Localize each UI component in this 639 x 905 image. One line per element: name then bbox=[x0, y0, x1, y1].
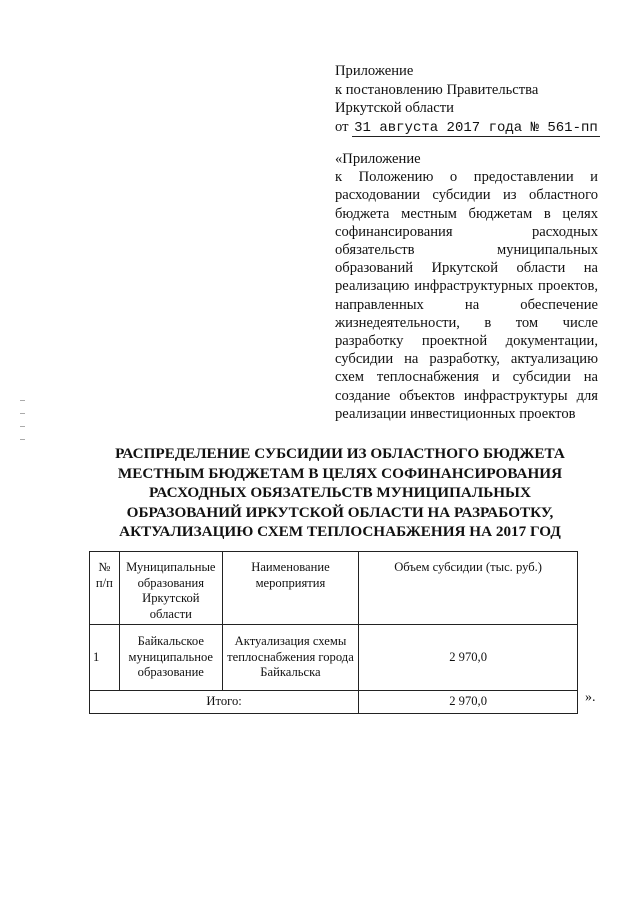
total-label: Итого: bbox=[90, 691, 359, 714]
closing-quote-mark: ». bbox=[585, 690, 596, 705]
cell-num: 1 bbox=[90, 625, 120, 691]
approval-line-1: Приложение bbox=[335, 63, 414, 79]
cell-amount: 2 970,0 bbox=[359, 625, 578, 691]
heading-line-5: АКТУАЛИЗАЦИЮ СХЕМ ТЕПЛОСНАБЖЕНИЯ НА 2017 ГОД bbox=[119, 523, 561, 540]
margin-mark bbox=[20, 400, 25, 401]
table-total-row bbox=[90, 691, 578, 714]
cell-event: Актуализация схемы теплоснабжения города Байкальска bbox=[222, 625, 358, 691]
approval-line-2: к постановлению Правительства bbox=[335, 81, 539, 98]
appendix-title: «Приложение bbox=[335, 151, 421, 167]
header-num-a: № bbox=[98, 560, 111, 574]
margin-mark bbox=[20, 413, 25, 414]
heading-line-3: РАСХОДНЫХ ОБЯЗАТЕЛЬСТВ МУНИЦИПАЛЬНЫХ bbox=[149, 484, 531, 501]
appendix-block bbox=[335, 150, 598, 423]
heading-line-2: МЕСТНЫМ БЮДЖЕТАМ В ЦЕЛЯХ СОФИНАНСИРОВАНИЯ bbox=[117, 464, 563, 482]
header-num bbox=[90, 552, 120, 625]
margin-mark bbox=[20, 426, 25, 427]
table-header-row bbox=[90, 552, 578, 625]
approval-line-3: Иркутской области bbox=[335, 100, 454, 116]
cell-municipality: Байкальское муниципальное образование bbox=[119, 625, 222, 691]
header-num-b: п/п bbox=[95, 575, 113, 590]
header-event: Наименование мероприятия bbox=[222, 552, 358, 625]
header-municipality: Муниципальные образования Иркутской области bbox=[119, 552, 222, 625]
header-amount: Объем субсидии (тыс. руб.) bbox=[359, 552, 578, 625]
appendix-body: к Положению о предоставлении и расходовании субсидии из областного бюджета местным бюджетам в целях софинансирования расходных обязательств муниципальных образований Иркутской области на реализацию инфраструктурных проектов, направленных на обеспечение жизнедеятельности, в том числе разработку проектной документации, субсидии на разработку, актуализацию схем теплоснабжения и субсидии на создание объектов инфраструктуры для реализации инвестиционных проектов bbox=[335, 169, 598, 422]
date-typed: 31 августа 2017 года № 561-пп bbox=[354, 119, 598, 136]
heading-line-4: ОБРАЗОВАНИЙ ИРКУТСКОЙ ОБЛАСТИ НА РАЗРАБОТКУ, bbox=[126, 503, 554, 521]
date-prefix: от bbox=[335, 118, 349, 135]
total-value: 2 970,0 bbox=[359, 691, 578, 714]
margin-marks bbox=[20, 400, 34, 452]
heading-line-1: РАСПРЕДЕЛЕНИЕ СУБСИДИИ ИЗ ОБЛАСТНОГО БЮДЖЕТА bbox=[115, 445, 565, 462]
approval-date-line bbox=[335, 118, 600, 138]
approval-stamp-block bbox=[335, 62, 600, 137]
margin-mark bbox=[20, 439, 25, 440]
table-row bbox=[90, 625, 578, 691]
subsidy-table bbox=[89, 551, 578, 714]
document-heading bbox=[80, 444, 600, 542]
